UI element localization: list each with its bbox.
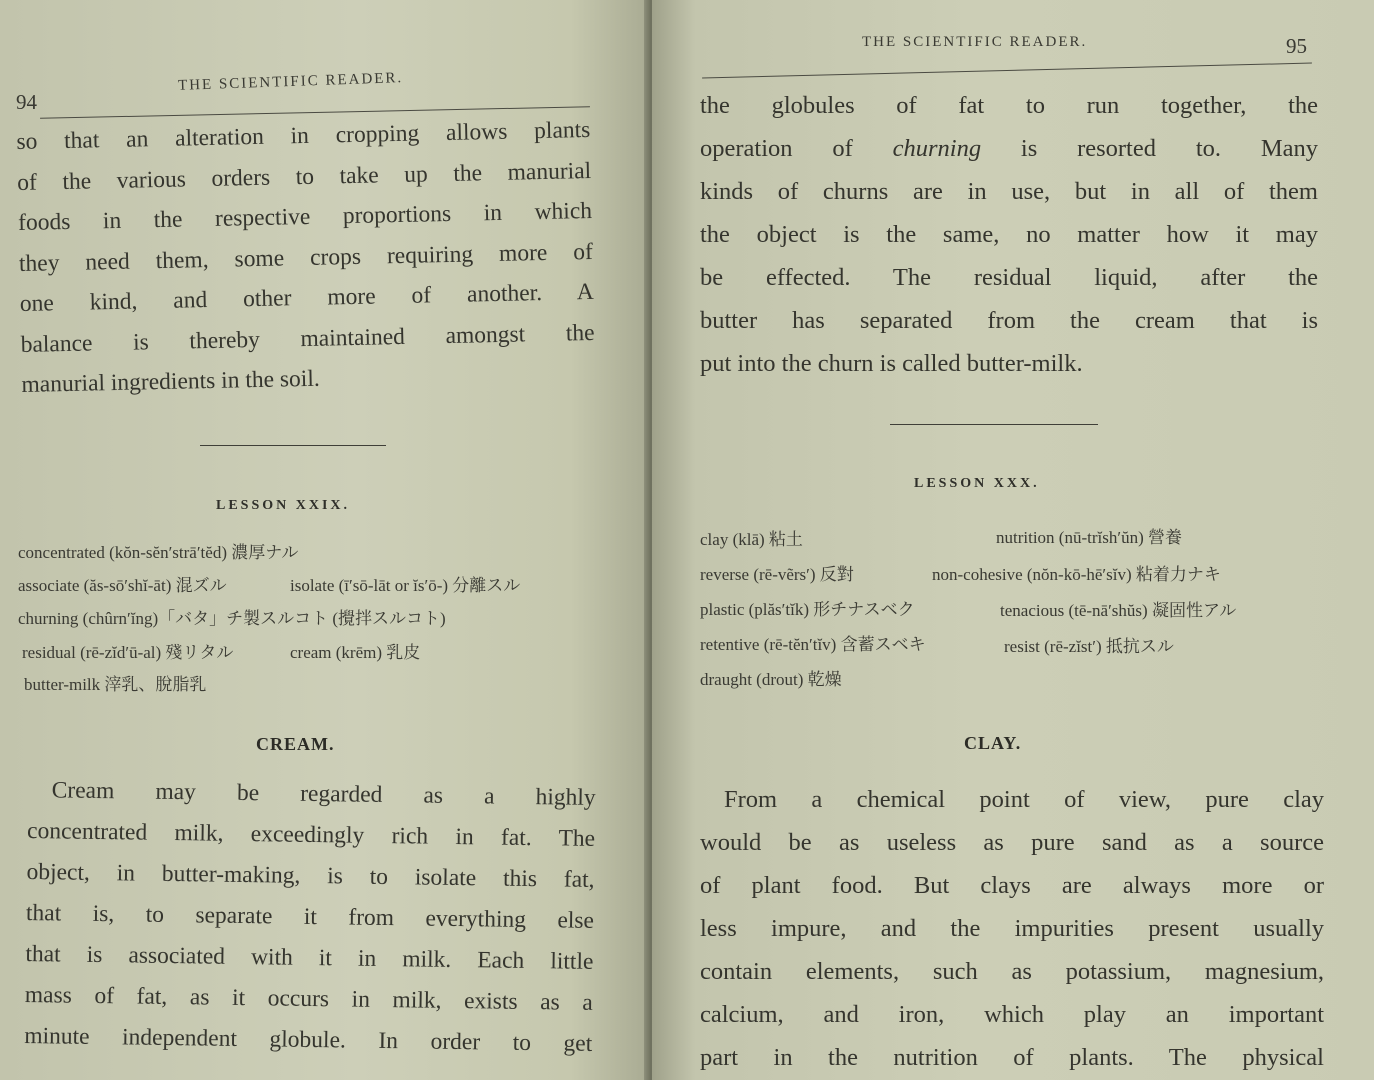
running-head: THE SCIENTIFIC READER. <box>177 70 404 94</box>
vocab-entry: cream (krēm) 乳皮 <box>290 643 421 662</box>
vocab-entry: concentrated (kŏn-sĕn′strā′tĕd) 濃厚ナル <box>18 543 299 562</box>
vocab-entry: churning (chûrn′ĭng)「バタ」チ製スルコト (攪拌スルコト) <box>18 609 446 628</box>
text-line: would be as useless as pure sand as a source <box>700 829 1324 856</box>
page-number: 94 <box>16 90 37 114</box>
left-page <box>0 0 648 1080</box>
text-line: contain elements, such as potassium, magnesium, <box>700 958 1324 985</box>
text-line: put into the churn is called butter-milk. <box>700 350 1083 377</box>
text-line: the object is the same, no matter how it may <box>700 221 1318 248</box>
vocab-entry: reverse (rē-vẽrs′) 反對 <box>700 565 854 584</box>
lesson-title: LESSON XXIX. <box>216 498 351 513</box>
vocab-entry: non-cohesive (nŏn-kō-hē′sĭv) 粘着力ナキ <box>932 565 1221 584</box>
lesson-title: LESSON XXX. <box>914 476 1040 491</box>
text-line: concentrated milk, exceedingly rich in fat. The <box>26 817 596 852</box>
section-title: CLAY. <box>964 733 1022 753</box>
body-paragraph <box>24 770 596 1065</box>
text-line: of the various orders to take up the manurial <box>16 157 592 196</box>
text-line: operation of churning is resorted to. Many <box>700 135 1319 162</box>
text-line: balance is thereby maintained amongst the <box>20 319 595 358</box>
text-line: be effected. The residual liquid, after the <box>700 264 1318 291</box>
text-line: they need them, some crops requiring more of <box>18 238 594 277</box>
text-line: one kind, and other more of another. A <box>19 278 594 317</box>
vocab-entry: residual (rē-zĭd′ū-al) 殘リタル <box>22 643 234 662</box>
right-page <box>652 0 1374 1080</box>
text-line: Cream may be regarded as a highly <box>51 777 596 811</box>
text-line: the globules of fat to run together, the <box>700 92 1318 119</box>
text-line: that is, to separate it from everything else <box>25 899 595 934</box>
section-divider <box>200 445 386 446</box>
text-line: butter has separated from the cream that is <box>700 307 1318 334</box>
page-number: 95 <box>1286 34 1307 58</box>
vocab-entry: isolate (ī′sō-lāt or ĭs′ō-) 分離スル <box>290 576 521 595</box>
header-rule <box>702 63 1312 79</box>
text-line: of plant food. But clays are always more or <box>700 872 1324 899</box>
text-line: object, in butter-making, is to isolate this fat, <box>26 858 595 893</box>
vocab-entry: draught (drout) 乾燥 <box>700 670 842 689</box>
text-line: foods in the respective proportions in which <box>17 197 593 236</box>
vocab-entry: nutrition (nū-trĭsh′ŭn) 營養 <box>996 528 1182 547</box>
text-line: less impure, and the impurities present usually <box>700 915 1324 942</box>
vocab-entry: tenacious (tē-nā′shŭs) 凝固性アル <box>1000 601 1237 620</box>
vocab-entry: clay (klā) 粘土 <box>700 530 803 549</box>
vocab-entry: plastic (plăs′tĭk) 形チナスベク <box>700 600 915 619</box>
vocab-entry: associate (ăs-sō′shĭ-āt) 混ズル <box>18 576 227 595</box>
body-paragraph <box>700 778 1324 1079</box>
intro-paragraph <box>700 84 1318 385</box>
intro-paragraph <box>16 110 596 405</box>
running-head: THE SCIENTIFIC READER. <box>862 34 1088 50</box>
vocab-entry: retentive (rē-tĕn′tĭv) 含蓄スベキ <box>700 635 926 654</box>
emphasized-term: churning <box>892 135 982 162</box>
section-divider <box>890 424 1098 425</box>
text-line: calcium, and iron, which play an important <box>700 1001 1324 1028</box>
vocab-entry: resist (rē-zĭst′) 抵抗スル <box>1004 637 1174 656</box>
vocab-entry: butter-milk 滓乳、脫脂乳 <box>24 675 207 694</box>
text-line: From a chemical point of view, pure clay <box>724 786 1324 813</box>
text-line: that is associated with it in milk. Each little <box>25 940 594 975</box>
text-line: minute independent globule. In order to get <box>24 1022 593 1057</box>
text-line: manurial ingredients in the soil. <box>21 365 320 398</box>
text-line: kinds of churns are in use, but in all of them <box>700 178 1318 205</box>
text-line: mass of fat, as it occurs in milk, exists as a <box>24 981 593 1016</box>
text-line: so that an alteration in cropping allows plants <box>16 116 591 155</box>
text-line: part in the nutrition of plants. The physical <box>700 1044 1324 1071</box>
section-title: CREAM. <box>256 734 335 754</box>
